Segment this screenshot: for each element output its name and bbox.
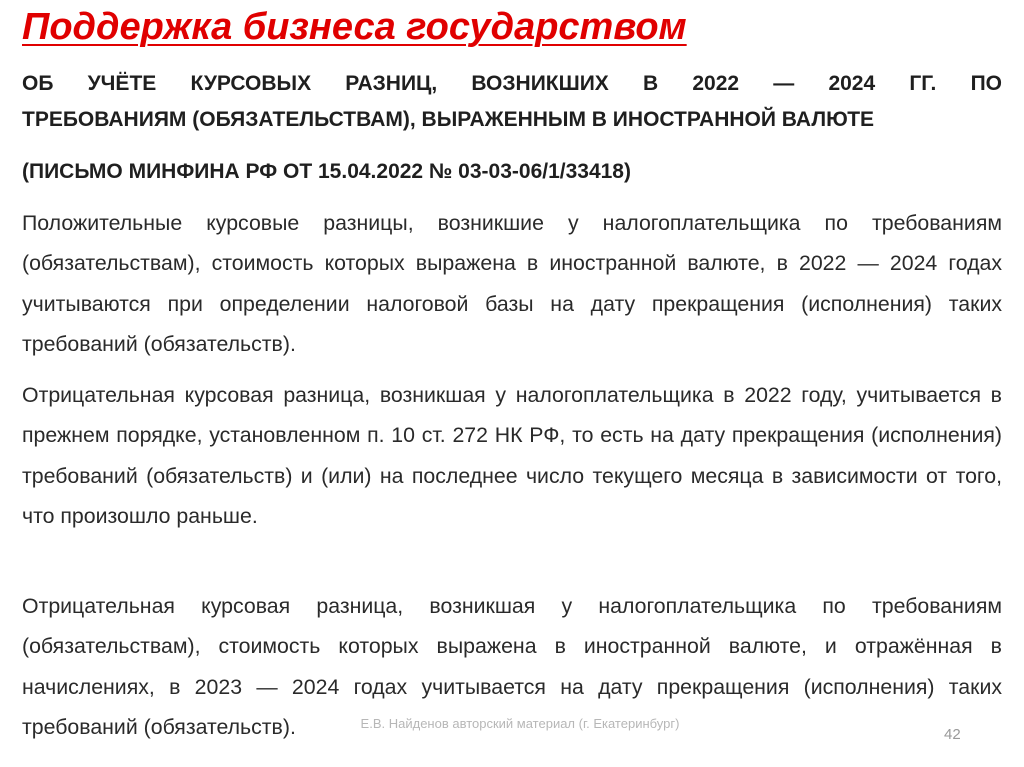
paragraph-negative-2022: Отрицательная курсовая разница, возникшая у налогоплательщика в 2022 году, учитывается в прежнем порядке, установленном п. 10 ст. 272 НК РФ, то есть на дату прекращения (исполнения) требований (обязательств) и (или) на последнее число текущего месяца в зависимости от того, что произошло раньше. (22, 383, 1002, 529)
heading-line-2: ТРЕБОВАНИЯМ (ОБЯЗАТЕЛЬСТВАМ), ВЫРАЖЕННЫМ В ИНОСТРАННОЙ ВАЛЮТЕ (22, 108, 875, 131)
paragraph-negative-2023-2024: Отрицательная курсовая разница, возникшая у налогоплательщика по требованиям (обязательствам), стоимость которых выражена в иностранной валюте, и отражённая в начислениях, в 2023 — 2024 годах учитывается на дату прекращения (исполнения) таких требований (обязательств). (22, 594, 1002, 740)
heading-line-1: ОБ УЧЁТЕ КУРСОВЫХ РАЗНИЦ, ВОЗНИКШИХ В 2022 — 2024 ГГ. ПО (22, 72, 1002, 95)
slide-title: Поддержка бизнеса государством (22, 6, 687, 48)
heading-letter-reference: (ПИСЬМО МИНФИНА РФ ОТ 15.04.2022 № 03-03-06/1/33418) (22, 160, 631, 183)
slide-number: 42 (944, 726, 961, 743)
footer-author-note: Е.В. Найденов авторский материал (г. Екатеринбург) (360, 716, 680, 731)
paragraph-positive-differences: Положительные курсовые разницы, возникшие у налогоплательщика по требованиям (обязательствам), стоимость которых выражена в иностранной валюте, в 2022 — 2024 годах учитываются при определении налоговой базы на дату прекращения (исполнения) таких требований (обязательств). (22, 211, 1002, 357)
